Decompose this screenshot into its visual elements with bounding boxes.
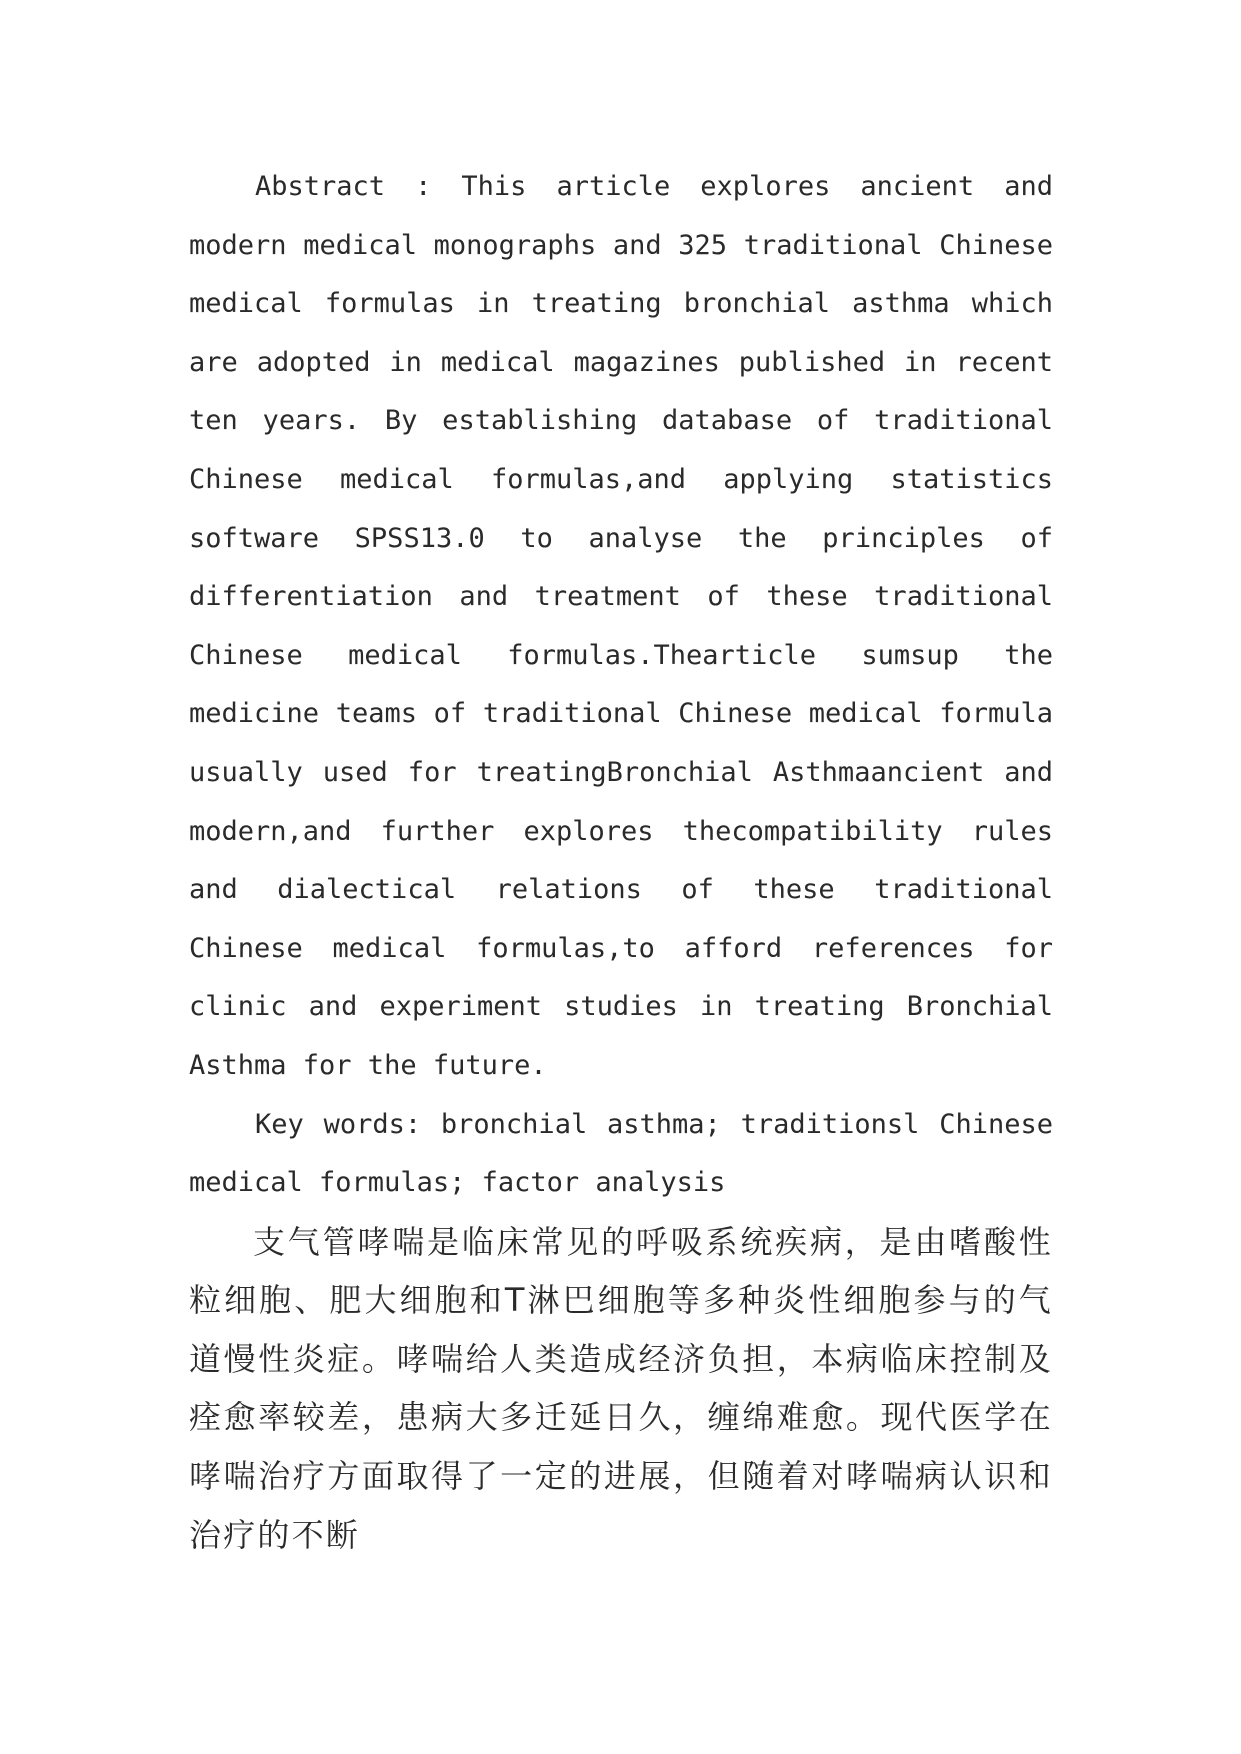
keywords-paragraph: Key words: bronchial asthma; traditionsl Chinese medical formulas; factor analysis — [189, 1108, 1053, 1199]
abstract-paragraph: Abstract : This article explores ancient and modern medical monographs and 325 traditional Chinese medical formulas in treating bronchial asthma which are adopted in medical magazines published in recent ten years. By establishing database of traditional Chinese medical formulas,and applying statistics software SPSS13.0 to analyse the principles of differentiation and treatment of these traditional Chinese medical formulas.Thearticle sumsup the medicine teams of traditional Chinese medical formula usually used for treatingBronchial Asthmaancient and modern,and further explores thecompatibility rules and dialectical relations of these traditional Chinese medical formulas,to afford references for clinic and experiment studies in treating Bronchial Asthma for the future. — [189, 171, 1053, 1081]
body-paragraph: 支气管哮喘是临床常见的呼吸系统疾病，是由嗜酸性粒细胞、肥大细胞和T淋巴细胞等多种炎性细胞参与的气道慢性炎症。哮喘给人类造成经济负担，本病临床控制及痊愈率较差，患病大多迁延日久，缠绵难愈。现代医学在哮喘治疗方面取得了一定的进展，但随着对哮喘病认识和治疗的不断 — [189, 1222, 1053, 1554]
document-page — [189, 158, 1053, 1564]
